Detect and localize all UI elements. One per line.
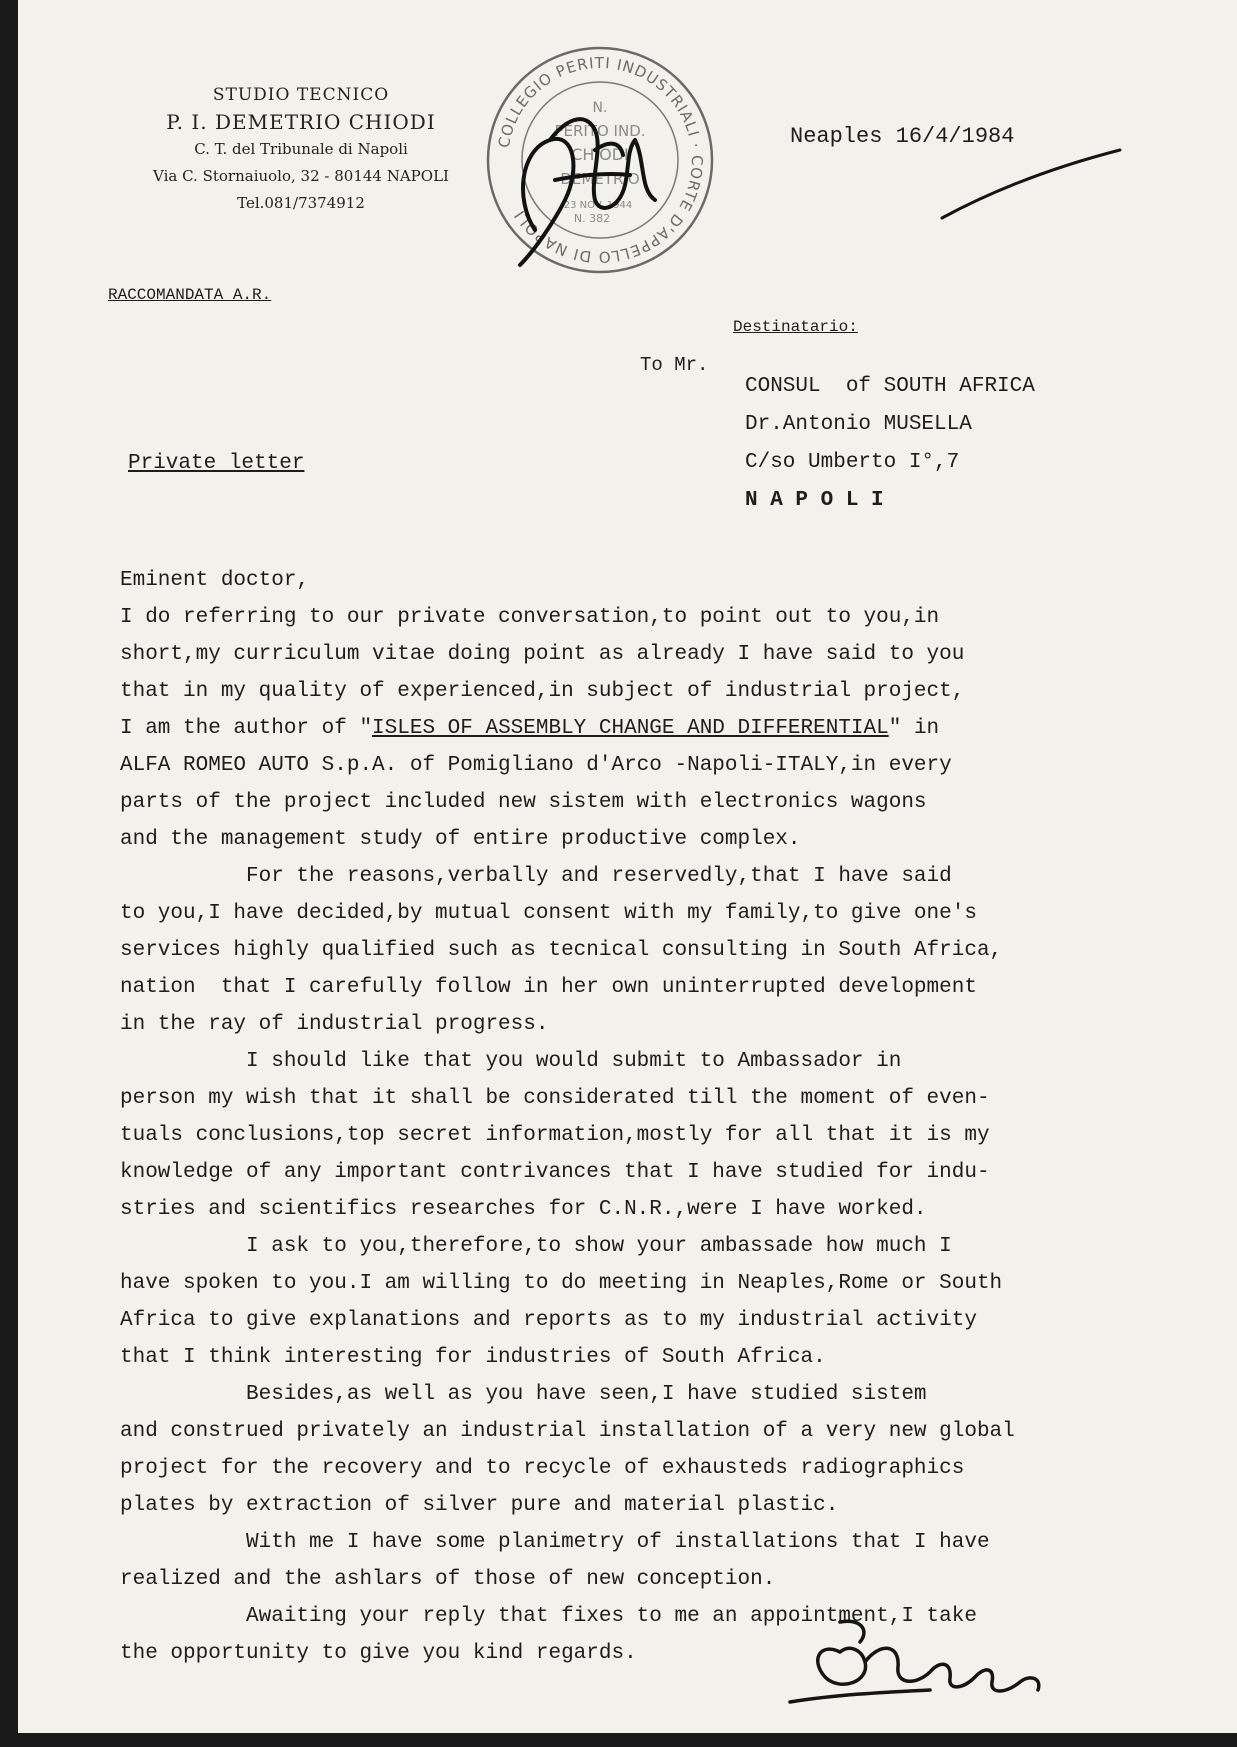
body-line: project for the recovery and to recycle of exhausteds radiographics [120,1457,965,1480]
body-line: the opportunity to give you kind regards. [120,1642,637,1665]
to-label: To Mr. [640,354,709,376]
stamp-inner-3: CHIODI [571,145,629,164]
letterhead-studio: STUDIO TECNICO [212,85,390,105]
letter-date: Neaples 16/4/1984 [790,124,1015,149]
stamp-inner-1: N. [592,100,608,116]
body-line: Awaiting your reply that fixes to me an appointment,I take [120,1605,977,1628]
recipient-line-3: C/so Umberto I°,7 [745,451,960,474]
body-line: that I think interesting for industries of South Africa. [120,1346,826,1369]
recipient-line-2: Dr.Antonio MUSELLA [745,413,972,436]
stamp-inner-2: PERITO IND. [554,122,646,140]
body-line: With me I have some planimetry of installations that I have [120,1531,990,1554]
body-line: tuals conclusions,top secret information,mostly for all that it is my [120,1124,990,1147]
signature [780,1582,1100,1742]
body-line: realized and the ashlars of those of new conception. [120,1568,776,1591]
body-line: nation that I carefully follow in her own uninterrupted development [120,976,977,999]
body-line: ALFA ROMEO AUTO S.p.A. of Pomigliano d'Arco -Napoli-ITALY,in every [120,754,952,777]
body-line: plates by extraction of silver pure and material plastic. [120,1494,839,1517]
body-line: and construed privately an industrial installation of a very new global [120,1420,1015,1443]
project-title: ISLES OF ASSEMBLY CHANGE AND DIFFERENTIAL [372,717,889,740]
body-text: " in [888,717,940,740]
letterhead-address: Via C. Stornaiuolo, 32 - 80144 NAPOLI [153,167,449,185]
body-line: services highly qualified such as tecnical consulting in South Africa, [120,939,1003,962]
body-line: and the management study of entire productive complex. [120,828,801,851]
stamp-inner-5: 23 NOV. 1944 [563,200,633,211]
recipient-address [745,368,1035,520]
body-line: short,my curriculum vitae doing point as already I have said to you [120,643,965,666]
signature-over-stamp [495,80,675,280]
recipient-line-1: CONSUL of SOUTH AFRICA [745,375,1035,398]
body-line [120,710,1200,747]
stamp-outer-text: COLLEGIO PERITI INDUSTRIALI · CORTE D'APPELLO DI NAPOLI [494,53,707,267]
scan-edge-bottom [0,1733,1237,1747]
body-line: stries and scientifics researches for C.N.R.,were I have worked. [120,1198,927,1221]
body-line: Africa to give explanations and reports as to my industrial activity [120,1309,977,1332]
pen-stroke [930,140,1130,230]
body-line: parts of the project included new sistem with electronics wagons [120,791,927,814]
raccomandata-label: RACCOMANDATA A.R. [108,286,272,304]
letterhead-name: P. I. DEMETRIO CHIODI [166,110,436,134]
body-line: in the ray of industrial progress. [120,1013,549,1036]
body-line: that in my quality of experienced,in subject of industrial project, [120,680,965,703]
body-line: person my wish that it shall be considerated till the moment of even- [120,1087,990,1110]
private-letter-label: Private letter [128,452,305,475]
body-line: I should like that you would submit to Ambassador in [120,1050,902,1073]
letterhead-phone: Tel.081/7374912 [237,194,365,212]
letter-body [120,562,1200,1672]
destinatario-label: Destinatario: [733,318,858,336]
letterhead [106,82,496,217]
stamp-inner-6: N. 382 [573,212,611,225]
body-line: I do referring to our private conversation,to point out to you,in [120,606,940,629]
scan-edge-left [0,0,18,1747]
recipient-line-4: N A P O L I [745,489,884,512]
body-text: I am the author of " [120,717,373,740]
body-line: have spoken to you.I am willing to do meeting in Neaples,Rome or South [120,1272,1003,1295]
body-line: Besides,as well as you have seen,I have studied sistem [120,1383,927,1406]
body-line: Eminent doctor, [120,569,310,592]
body-line: I ask to you,therefore,to show your ambassade how much I [120,1235,952,1258]
body-line: For the reasons,verbally and reservedly,that I have said [120,865,952,888]
body-line: knowledge of any important contrivances that I have studied for indu- [120,1161,990,1184]
body-line: to you,I have decided,by mutual consent with my family,to give one's [120,902,977,925]
letterhead-court: C. T. del Tribunale di Napoli [194,140,408,158]
stamp-inner-4: DEMETRIO [560,170,640,188]
